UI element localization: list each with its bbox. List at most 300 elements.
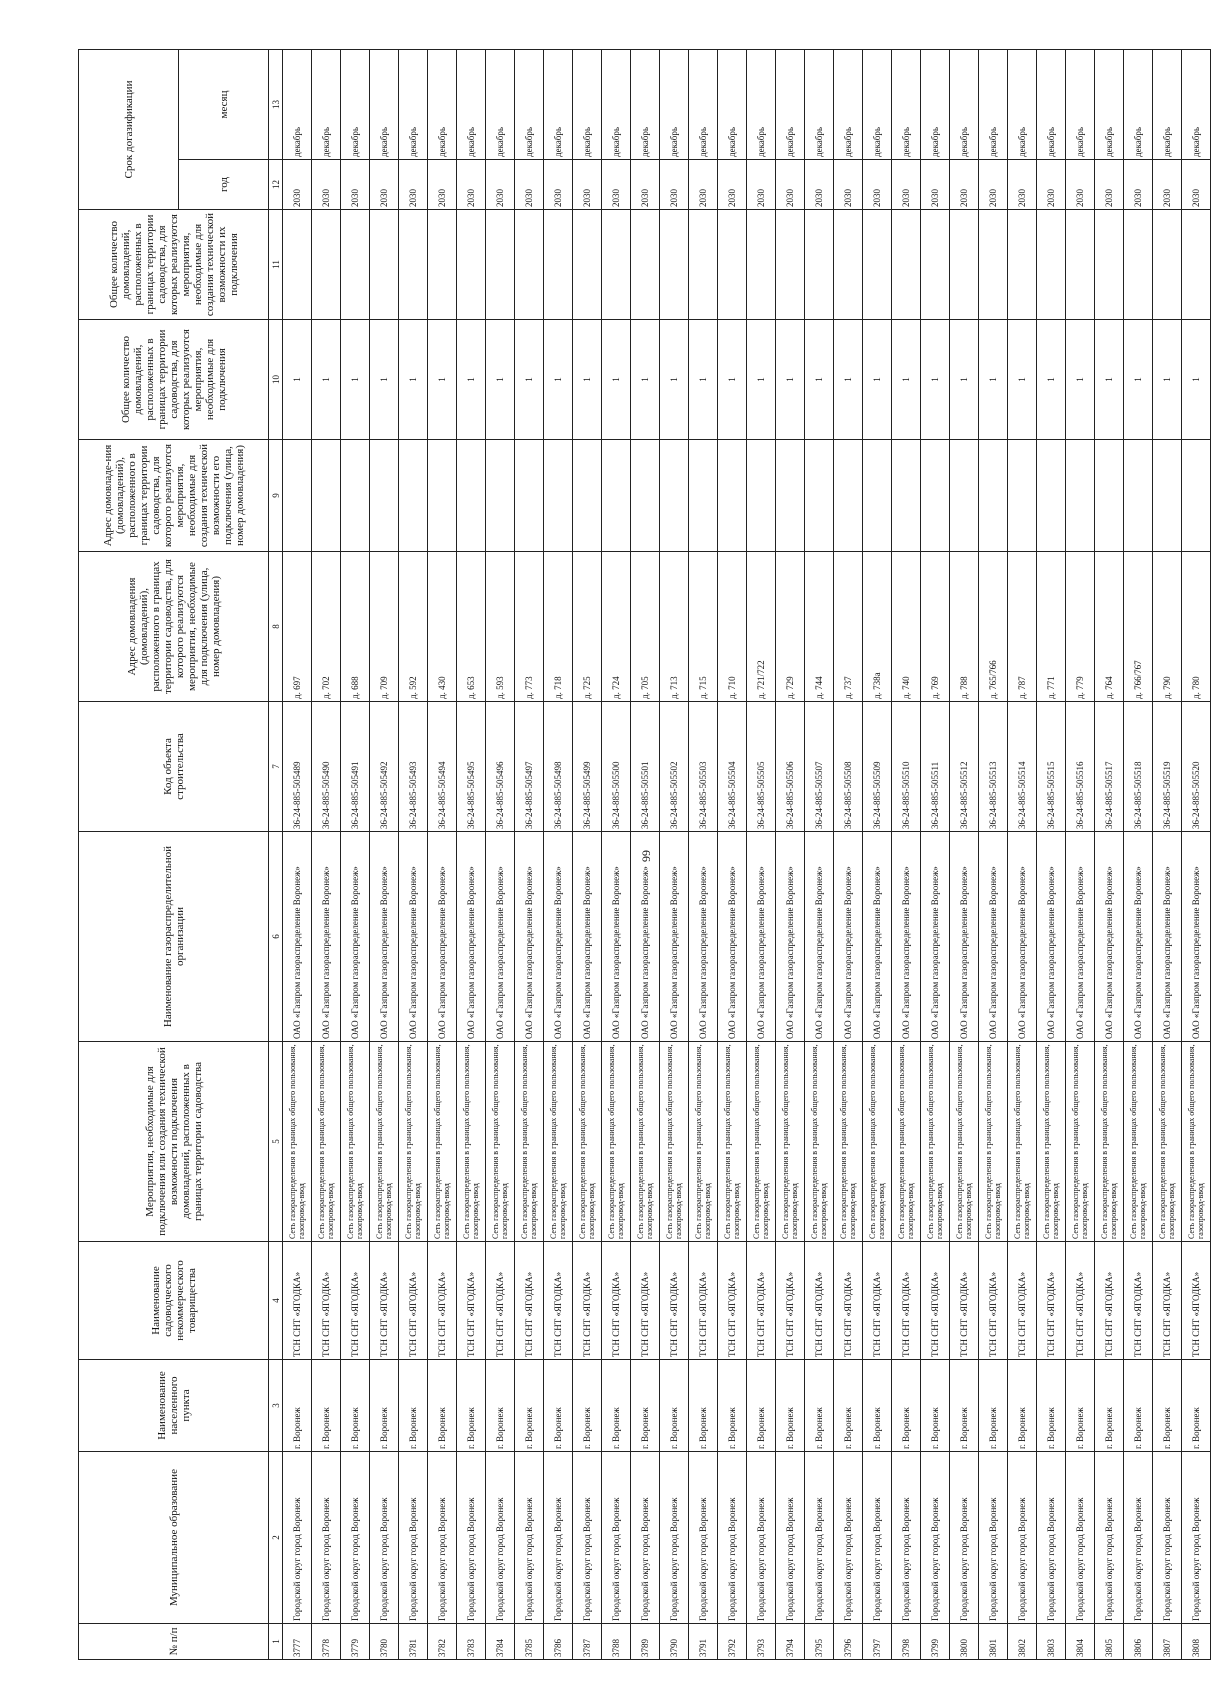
object-code-cell: 36-24-885-505513 [979,702,1008,832]
total-count-cell: 1 [1153,320,1182,440]
year-cell: 2030 [921,160,950,210]
month-cell: декабрь [1153,49,1182,159]
month-cell: декабрь [979,49,1008,159]
column-number-row [269,49,283,1659]
gas-org-cell: ОАО «Газпром газораспределение Воронеж» [892,832,921,1042]
object-code-cell: 36-24-885-505516 [1066,702,1095,832]
header-measures: Мероприятия, необходимые для подключения или создания технической возможности подключения домовладений, расположенных в границах территории садоводства [79,1042,269,1242]
measures-cell: Сеть газораспределения в границах общего пользования, газопровод-ввод [312,1042,341,1242]
settlement-cell: г. Воронеж [892,1360,921,1452]
table-row [1066,49,1095,1659]
header-num: № п/п [79,1624,269,1660]
measures-cell: Сеть газораспределения в границах общего пользования, газопровод-ввод [660,1042,689,1242]
object-code-cell: 36-24-885-505491 [341,702,370,832]
settlement-cell: г. Воронеж [863,1360,892,1452]
address-cell: д. 718 [544,552,573,702]
total-technical-cell [660,210,689,320]
table-row [428,49,457,1659]
measures-cell: Сеть газораспределения в границах общего пользования, газопровод-ввод [747,1042,776,1242]
total-technical-cell [631,210,660,320]
gas-org-cell: ОАО «Газпром газораспределение Воронеж» [863,832,892,1042]
year-cell: 2030 [1182,160,1211,210]
municipality-cell: Городской округ город Воронеж [689,1452,718,1624]
object-code-cell: 36-24-885-505508 [834,702,863,832]
row-number: 3793 [747,1624,776,1660]
table-row [283,49,312,1659]
table-row [921,49,950,1659]
municipality-cell: Городской округ город Воронеж [805,1452,834,1624]
municipality-cell: Городской округ город Воронеж [312,1452,341,1624]
measures-cell: Сеть газораспределения в границах общего пользования, газопровод-ввод [805,1042,834,1242]
row-number: 3792 [718,1624,747,1660]
total-count-cell: 1 [718,320,747,440]
gas-org-cell: ОАО «Газпром газораспределение Воронеж» [921,832,950,1042]
address-technical-cell [689,440,718,552]
month-cell: декабрь [312,49,341,159]
row-number: 3777 [283,1624,312,1660]
column-number: 8 [269,552,283,702]
settlement-cell: г. Воронеж [341,1360,370,1452]
table-row [1182,49,1211,1659]
gas-org-cell: ОАО «Газпром газораспределение Воронеж» [747,832,776,1042]
table-row [544,49,573,1659]
municipality-cell: Городской округ город Воронеж [1153,1452,1182,1624]
row-number: 3789 [631,1624,660,1660]
address-cell: д. 744 [805,552,834,702]
object-code-cell: 36-24-885-505504 [718,702,747,832]
measures-cell: Сеть газораспределения в границах общего пользования, газопровод-ввод [428,1042,457,1242]
measures-cell: Сеть газораспределения в границах общего пользования, газопровод-ввод [341,1042,370,1242]
address-technical-cell [573,440,602,552]
partnership-cell: ТСН СНТ «ЯГОДКА» [631,1242,660,1360]
address-cell: д. 710 [718,552,747,702]
year-cell: 2030 [660,160,689,210]
total-count-cell: 1 [1037,320,1066,440]
total-count-cell: 1 [689,320,718,440]
municipality-cell: Городской округ город Воронеж [747,1452,776,1624]
partnership-cell: ТСН СНТ «ЯГОДКА» [1124,1242,1153,1360]
row-number: 3797 [863,1624,892,1660]
gas-org-cell: ОАО «Газпром газораспределение Воронеж» [573,832,602,1042]
partnership-cell: ТСН СНТ «ЯГОДКА» [660,1242,689,1360]
month-cell: декабрь [283,49,312,159]
municipality-cell: Городской округ город Воронеж [544,1452,573,1624]
settlement-cell: г. Воронеж [1037,1360,1066,1452]
row-number: 3783 [457,1624,486,1660]
object-code-cell: 36-24-885-505517 [1095,702,1124,832]
year-cell: 2030 [892,160,921,210]
total-technical-cell [283,210,312,320]
municipality-cell: Городской округ город Воронеж [341,1452,370,1624]
partnership-cell: ТСН СНТ «ЯГОДКА» [602,1242,631,1360]
address-technical-cell [283,440,312,552]
header-total-connection: Общее количество домовладений, расположенных в границах территории садоводства, для которых реализуются мероприятия, необходимые для подключения [79,320,269,440]
object-code-cell: 36-24-885-505496 [486,702,515,832]
column-number: 3 [269,1360,283,1452]
total-technical-cell [428,210,457,320]
total-technical-cell [515,210,544,320]
partnership-cell: ТСН СНТ «ЯГОДКА» [921,1242,950,1360]
measures-cell: Сеть газораспределения в границах общего пользования, газопровод-ввод [457,1042,486,1242]
total-count-cell: 1 [399,320,428,440]
row-number: 3804 [1066,1624,1095,1660]
object-code-cell: 36-24-885-505494 [428,702,457,832]
address-technical-cell [631,440,660,552]
municipality-cell: Городской округ город Воронеж [1124,1452,1153,1624]
rotated-table-container [78,50,1205,1660]
total-count-cell: 1 [544,320,573,440]
header-address-connection: Адрес домовладения (домовладений), расположенного в границах территории садоводства, для которого реализуются мероприятия, необходимые для подключения (улица, номер домовладения) [79,552,269,702]
municipality-cell: Городской округ город Воронеж [863,1452,892,1624]
address-cell: д. 430 [428,552,457,702]
measures-cell: Сеть газораспределения в границах общего пользования, газопровод-ввод [1182,1042,1211,1242]
table-row [950,49,979,1659]
address-technical-cell [718,440,747,552]
object-code-cell: 36-24-885-505512 [950,702,979,832]
measures-cell: Сеть газораспределения в границах общего пользования, газопровод-ввод [718,1042,747,1242]
year-cell: 2030 [486,160,515,210]
row-number: 3799 [921,1624,950,1660]
total-count-cell: 1 [428,320,457,440]
gas-org-cell: ОАО «Газпром газораспределение Воронеж» [834,832,863,1042]
month-cell: декабрь [1095,49,1124,159]
gas-org-cell: ОАО «Газпром газораспределение Воронеж» [776,832,805,1042]
year-cell: 2030 [834,160,863,210]
object-code-cell: 36-24-885-505493 [399,702,428,832]
address-technical-cell [428,440,457,552]
measures-cell: Сеть газораспределения в границах общего пользования, газопровод-ввод [515,1042,544,1242]
partnership-cell: ТСН СНТ «ЯГОДКА» [718,1242,747,1360]
address-technical-cell [950,440,979,552]
measures-cell: Сеть газораспределения в границах общего пользования, газопровод-ввод [979,1042,1008,1242]
address-technical-cell [1008,440,1037,552]
address-cell: д. 780 [1182,552,1211,702]
address-technical-cell [544,440,573,552]
table-row [370,49,399,1659]
address-cell: д. 715 [689,552,718,702]
settlement-cell: г. Воронеж [457,1360,486,1452]
column-number: 7 [269,702,283,832]
partnership-cell: ТСН СНТ «ЯГОДКА» [950,1242,979,1360]
header-deadline: Срок догазификации [79,49,179,209]
address-technical-cell [1153,440,1182,552]
table-row [602,49,631,1659]
object-code-cell: 36-24-885-505509 [863,702,892,832]
municipality-cell: Городской округ город Воронеж [834,1452,863,1624]
measures-cell: Сеть газораспределения в границах общего пользования, газопровод-ввод [1095,1042,1124,1242]
month-cell: декабрь [515,49,544,159]
measures-cell: Сеть газораспределения в границах общего пользования, газопровод-ввод [1066,1042,1095,1242]
table-row [486,49,515,1659]
row-number: 3808 [1182,1624,1211,1660]
year-cell: 2030 [631,160,660,210]
municipality-cell: Городской округ город Воронеж [399,1452,428,1624]
column-number: 9 [269,440,283,552]
month-cell: декабрь [1066,49,1095,159]
settlement-cell: г. Воронеж [660,1360,689,1452]
row-number: 3805 [1095,1624,1124,1660]
total-count-cell: 1 [457,320,486,440]
gas-org-cell: ОАО «Газпром газораспределение Воронеж» [950,832,979,1042]
partnership-cell: ТСН СНТ «ЯГОДКА» [747,1242,776,1360]
address-cell: д. 688 [341,552,370,702]
year-cell: 2030 [573,160,602,210]
gas-org-cell: ОАО «Газпром газораспределение Воронеж» [979,832,1008,1042]
month-cell: декабрь [805,49,834,159]
address-cell: д. 788 [950,552,979,702]
month-cell: декабрь [1008,49,1037,159]
month-cell: декабрь [689,49,718,159]
partnership-cell: ТСН СНТ «ЯГОДКА» [689,1242,718,1360]
month-cell: декабрь [428,49,457,159]
row-number: 3796 [834,1624,863,1660]
address-technical-cell [486,440,515,552]
address-cell: д. 705 [631,552,660,702]
month-cell: декабрь [544,49,573,159]
settlement-cell: г. Воронеж [399,1360,428,1452]
total-count-cell: 1 [892,320,921,440]
address-technical-cell [892,440,921,552]
year-cell: 2030 [602,160,631,210]
settlement-cell: г. Воронеж [718,1360,747,1452]
settlement-cell: г. Воронеж [689,1360,718,1452]
address-cell: д. 729 [776,552,805,702]
month-cell: декабрь [602,49,631,159]
partnership-cell: ТСН СНТ «ЯГОДКА» [573,1242,602,1360]
table-body [283,49,1211,1659]
year-cell: 2030 [370,160,399,210]
total-technical-cell [1008,210,1037,320]
settlement-cell: г. Воронеж [1095,1360,1124,1452]
table-row [979,49,1008,1659]
column-number: 10 [269,320,283,440]
total-technical-cell [834,210,863,320]
address-cell: д. 766/767 [1124,552,1153,702]
row-number: 3780 [370,1624,399,1660]
total-count-cell: 1 [1066,320,1095,440]
settlement-cell: г. Воронеж [979,1360,1008,1452]
table-row [1095,49,1124,1659]
header-partnership: Наименование садоводческого некоммерческого товарищества [79,1242,269,1360]
address-cell: д. 593 [486,552,515,702]
object-code-cell: 36-24-885-505489 [283,702,312,832]
month-cell: декабрь [892,49,921,159]
object-code-cell: 36-24-885-505514 [1008,702,1037,832]
page-number: 66 [639,850,654,862]
address-technical-cell [660,440,689,552]
total-count-cell: 1 [950,320,979,440]
object-code-cell: 36-24-885-505499 [573,702,602,832]
gas-org-cell: ОАО «Газпром газораспределение Воронеж» [544,832,573,1042]
object-code-cell: 36-24-885-505518 [1124,702,1153,832]
settlement-cell: г. Воронеж [921,1360,950,1452]
year-cell: 2030 [1153,160,1182,210]
total-technical-cell [747,210,776,320]
settlement-cell: г. Воронеж [370,1360,399,1452]
measures-cell: Сеть газораспределения в границах общего пользования, газопровод-ввод [950,1042,979,1242]
gas-org-cell: ОАО «Газпром газораспределение Воронеж» [1095,832,1124,1042]
address-cell: д. 769 [921,552,950,702]
header-year: год [179,160,269,210]
municipality-cell: Городской округ город Воронеж [1066,1452,1095,1624]
year-cell: 2030 [979,160,1008,210]
year-cell: 2030 [689,160,718,210]
column-number: 11 [269,210,283,320]
row-number: 3806 [1124,1624,1153,1660]
header-gas-org: Наименование газораспределительной организации [79,832,269,1042]
table-row [1037,49,1066,1659]
municipality-cell: Городской округ город Воронеж [1182,1452,1211,1624]
total-technical-cell [399,210,428,320]
measures-cell: Сеть газораспределения в границах общего пользования, газопровод-ввод [834,1042,863,1242]
municipality-cell: Городской округ город Воронеж [718,1452,747,1624]
municipality-cell: Городской округ город Воронеж [428,1452,457,1624]
table-row [341,49,370,1659]
partnership-cell: ТСН СНТ «ЯГОДКА» [863,1242,892,1360]
row-number: 3802 [1008,1624,1037,1660]
municipality-cell: Городской округ город Воронеж [660,1452,689,1624]
table-row [631,49,660,1659]
measures-cell: Сеть газораспределения в границах общего пользования, газопровод-ввод [602,1042,631,1242]
address-cell: д. 653 [457,552,486,702]
total-count-cell: 1 [805,320,834,440]
column-number: 12 [269,160,283,210]
table-row [1008,49,1037,1659]
settlement-cell: г. Воронеж [515,1360,544,1452]
municipality-cell: Городской округ город Воронеж [979,1452,1008,1624]
address-technical-cell [979,440,1008,552]
settlement-cell: г. Воронеж [834,1360,863,1452]
address-cell: д. 697 [283,552,312,702]
month-cell: декабрь [776,49,805,159]
settlement-cell: г. Воронеж [1066,1360,1095,1452]
gasification-table [78,49,1211,1660]
column-number: 4 [269,1242,283,1360]
year-cell: 2030 [283,160,312,210]
settlement-cell: г. Воронеж [283,1360,312,1452]
gas-org-cell: ОАО «Газпром газораспределение Воронеж» [805,832,834,1042]
total-count-cell: 1 [660,320,689,440]
settlement-cell: г. Воронеж [1153,1360,1182,1452]
total-technical-cell [921,210,950,320]
total-count-cell: 1 [776,320,805,440]
address-technical-cell [805,440,834,552]
object-code-cell: 36-24-885-505519 [1153,702,1182,832]
row-number: 3784 [486,1624,515,1660]
row-number: 3779 [341,1624,370,1660]
total-count-cell: 1 [863,320,892,440]
gas-org-cell: ОАО «Газпром газораспределение Воронеж» [602,832,631,1042]
table-row [457,49,486,1659]
object-code-cell: 36-24-885-505490 [312,702,341,832]
address-technical-cell [921,440,950,552]
total-count-cell: 1 [1008,320,1037,440]
address-technical-cell [515,440,544,552]
municipality-cell: Городской округ город Воронеж [892,1452,921,1624]
row-number: 3788 [602,1624,631,1660]
row-number: 3786 [544,1624,573,1660]
table-row [892,49,921,1659]
total-technical-cell [689,210,718,320]
total-count-cell: 1 [370,320,399,440]
measures-cell: Сеть газораспределения в границах общего пользования, газопровод-ввод [1037,1042,1066,1242]
address-technical-cell [863,440,892,552]
partnership-cell: ТСН СНТ «ЯГОДКА» [428,1242,457,1360]
measures-cell: Сеть газораспределения в границах общего пользования, газопровод-ввод [1124,1042,1153,1242]
gas-org-cell: ОАО «Газпром газораспределение Воронеж» [718,832,747,1042]
year-cell: 2030 [1008,160,1037,210]
total-technical-cell [370,210,399,320]
table-row [689,49,718,1659]
gas-org-cell: ОАО «Газпром газораспределение Воронеж» [370,832,399,1042]
address-cell: д. 764 [1095,552,1124,702]
year-cell: 2030 [950,160,979,210]
column-number: 13 [269,49,283,159]
measures-cell: Сеть газораспределения в границах общего пользования, газопровод-ввод [892,1042,921,1242]
table-row [747,49,776,1659]
header-municipality: Муниципальное образование [79,1452,269,1624]
settlement-cell: г. Воронеж [776,1360,805,1452]
address-technical-cell [341,440,370,552]
header-month: месяц [179,49,269,159]
month-cell: декабрь [1182,49,1211,159]
year-cell: 2030 [1095,160,1124,210]
gas-org-cell: ОАО «Газпром газораспределение Воронеж» [283,832,312,1042]
municipality-cell: Городской округ город Воронеж [1008,1452,1037,1624]
row-number: 3795 [805,1624,834,1660]
table-row [1153,49,1182,1659]
month-cell: декабрь [1124,49,1153,159]
total-technical-cell [1182,210,1211,320]
table-row [660,49,689,1659]
object-code-cell: 36-24-885-505495 [457,702,486,832]
object-code-cell: 36-24-885-505510 [892,702,921,832]
object-code-cell: 36-24-885-505500 [602,702,631,832]
gas-org-cell: ОАО «Газпром газораспределение Воронеж» [428,832,457,1042]
table-row [834,49,863,1659]
year-cell: 2030 [747,160,776,210]
measures-cell: Сеть газораспределения в границах общего пользования, газопровод-ввод [573,1042,602,1242]
address-cell: д. 721/722 [747,552,776,702]
municipality-cell: Городской округ город Воронеж [1095,1452,1124,1624]
header-total-technical: Общее количество домовладений, расположенных в границах территории садоводства, для которых реализуются мероприятия, необходимые для создания технической возможности их подключения [79,210,269,320]
gas-org-cell: ОАО «Газпром газораспределение Воронеж» [660,832,689,1042]
address-cell: д. 779 [1066,552,1095,702]
address-cell: д. 765/766 [979,552,1008,702]
month-cell: декабрь [718,49,747,159]
municipality-cell: Городской округ город Воронеж [631,1452,660,1624]
measures-cell: Сеть газораспределения в границах общего пользования, газопровод-ввод [486,1042,515,1242]
row-number: 3782 [428,1624,457,1660]
measures-cell: Сеть газораспределения в границах общего пользования, газопровод-ввод [544,1042,573,1242]
municipality-cell: Городской округ город Воронеж [921,1452,950,1624]
column-number: 5 [269,1042,283,1242]
measures-cell: Сеть газораспределения в границах общего пользования, газопровод-ввод [283,1042,312,1242]
year-cell: 2030 [544,160,573,210]
address-technical-cell [399,440,428,552]
partnership-cell: ТСН СНТ «ЯГОДКА» [1182,1242,1211,1360]
table-row [573,49,602,1659]
total-count-cell: 1 [979,320,1008,440]
total-technical-cell [892,210,921,320]
table-row [515,49,544,1659]
total-count-cell: 1 [312,320,341,440]
measures-cell: Сеть газораспределения в границах общего пользования, газопровод-ввод [370,1042,399,1242]
partnership-cell: ТСН СНТ «ЯГОДКА» [1153,1242,1182,1360]
header-object-code: Код объекта строительства [79,702,269,832]
total-technical-cell [979,210,1008,320]
year-cell: 2030 [718,160,747,210]
